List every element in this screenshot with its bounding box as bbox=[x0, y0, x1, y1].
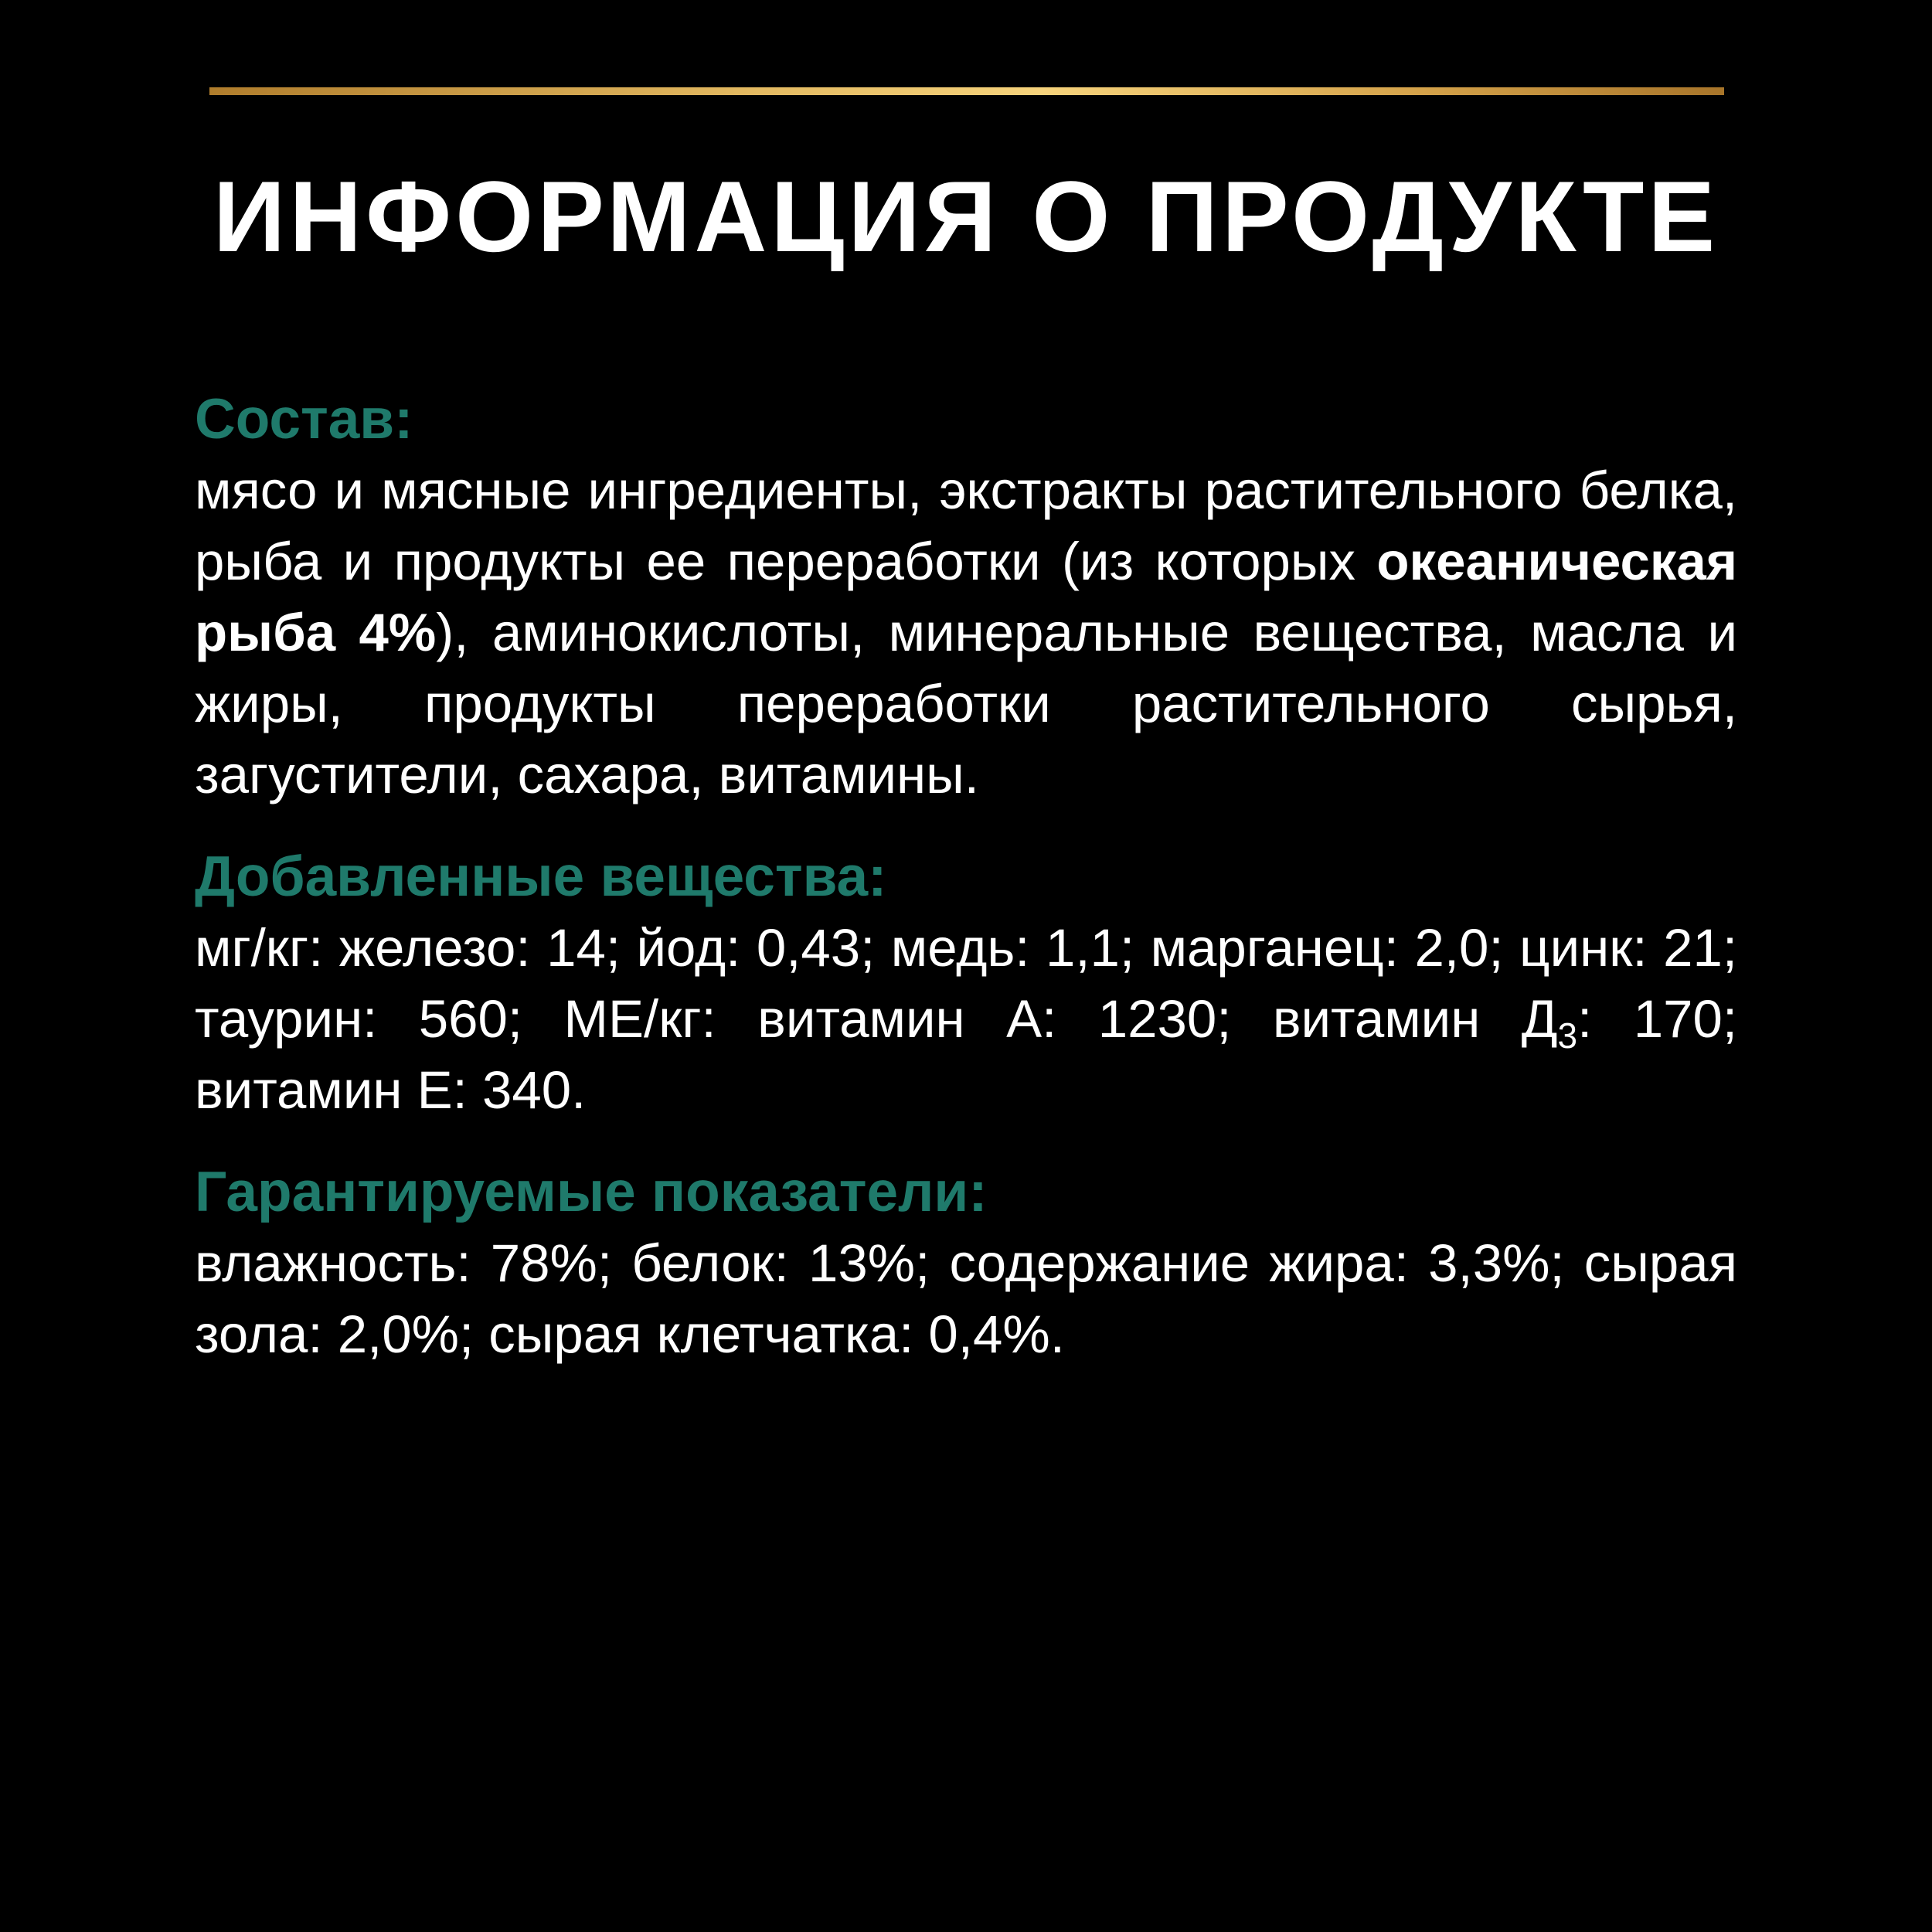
composition-text bbox=[195, 455, 1737, 811]
product-info-content bbox=[195, 384, 1737, 1401]
additives-text-start: мг/кг: железо: 14; йод: 0,43; медь: 1,1; марганец: 2,0; цинк: 21; таурин: 560; МЕ/кг: витамин А: 1230; витамин Д bbox=[195, 918, 1737, 1049]
composition-text-start: мясо и мясные ингредиенты, экстракты растительного белка, рыба и продукты ее переработки (из которых bbox=[195, 461, 1737, 591]
composition-heading: Состав: bbox=[195, 388, 413, 451]
guaranteed-text: влажность: 78%; белок: 13%; содержание жира: 3,3%; сырая зола: 2,0%; сырая клетчатка: 0,4%. bbox=[195, 1233, 1737, 1364]
vitamin-d-subscript: 3 bbox=[1557, 1015, 1578, 1056]
page-title: ИНФОРМАЦИЯ О ПРОДУКТЕ bbox=[213, 160, 1719, 273]
additives-section bbox=[195, 842, 1737, 1126]
guaranteed-heading: Гарантируемые показатели: bbox=[195, 1161, 988, 1223]
gold-divider bbox=[209, 87, 1724, 95]
additives-heading: Добавленные вещества: bbox=[195, 845, 887, 908]
guaranteed-section bbox=[195, 1157, 1737, 1370]
composition-highlight: океаническая рыба 4% bbox=[195, 532, 1737, 662]
composition-section bbox=[195, 384, 1737, 811]
additives-text bbox=[195, 913, 1737, 1126]
additives-text-end: : 170; витамин Е: 340. bbox=[195, 989, 1737, 1120]
composition-text-end: ), аминокислоты, минеральные вещества, масла и жиры, продукты переработки растительного сырья, загустители, сахара, витамины. bbox=[195, 603, 1737, 804]
